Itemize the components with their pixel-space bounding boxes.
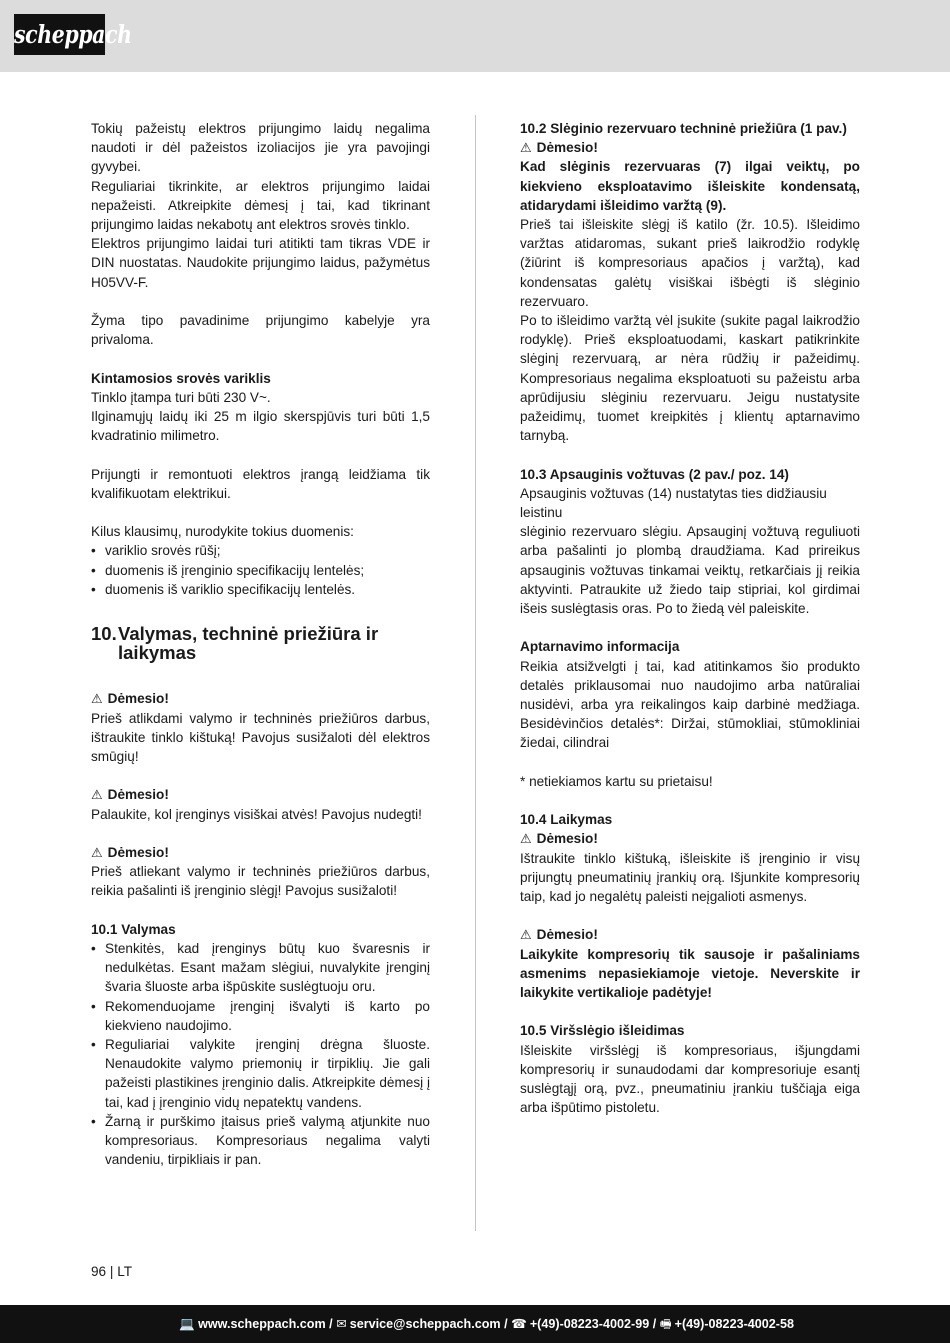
paragraph: Reguliariai tikrinkite, ar elektros prijungimo laidai nepažeisti. Atkreipkite dėmesį į tai, kad tikrinant prijungimo laidas nekabotų ant elektros srovės tinklo. [91, 178, 430, 233]
paragraph: Ilginamųjų laidų iki 25 m ilgio skerspjūvis turi būti 1,5 kvadratinio milimetro. [91, 409, 430, 444]
subheading-valve: 10.3 Apsauginis vožtuvas (2 pav./ poz. 14) [520, 466, 789, 482]
list-item: • variklio srovės rūšį; [91, 541, 430, 560]
list-item: • Rekomenduojame įrenginį išvalyti iš karto po kiekvieno naudojimo. [91, 997, 430, 1035]
paragraph: Prieš tai išleiskite slėgį iš katilo (žr. 10.5). Išleidimo varžtas atidaromas, sukant prieš laikrodžio rodyklę (žiūrint iš kompresoriaus apačios į varžtą), kad kondensatas galėtų visiškai išbėgti iš slėginio rezervuaro. [520, 217, 860, 309]
warning-icon: ⚠ [520, 927, 532, 943]
paragraph: Tokių pažeistų elektros prijungimo laidų negalima naudoti ir dėl pažeistos izoliacijos jie yra pavojingi gyvybei. [91, 121, 430, 175]
paragraph: Išleiskite viršslėgį iš kompresoriaus, išjungdami kompresorių ir sunaudodami dar kompresoriuje esantį suslėgtąjį orą, pvz., pneumatiniu įrankiu tuščiąja eiga arba išpūtimo pistoletu. [520, 1042, 860, 1116]
paragraph: Apsauginis vožtuvas (14) nustatytas ties didžiausiu leistinu [520, 485, 827, 521]
subheading-tank: 10.2 Slėginio rezervuaro techninė priežiūra (1 pav.) [520, 121, 847, 136]
warning-icon: ⚠ [91, 691, 103, 707]
footer-email-link[interactable]: service@scheppach.com [349, 1317, 501, 1331]
left-column [91, 119, 430, 1169]
paragraph: Reikia atsižvelgti į tai, kad atitinkamos šio produkto detalės priklausomai nuo naudojimo arba natūraliai nusidėvi, arba yra reikalingos kaip darbinė medžiaga. Besidėvinčios detalės*: Diržai, stūmokliai, stūmokliniai žiedai, cilindrai [520, 658, 860, 751]
list-item: • Žarną ir purškimo įtaisus prieš valymą atjunkite nuo kompresoriaus. Kompresoriaus negalima valyti vandeniu, tirpikliais ir pan. [91, 1112, 430, 1170]
list-item: • duomenis iš įrenginio specifikacijų lentelės; [91, 561, 430, 580]
warning-heading: ⚠ Dėmesio! [91, 691, 169, 707]
paragraph: Elektros prijungimo laidai turi atitikti tam tikras VDE ir DIN nuostatas. Naudokite prijungimo laidus, pažymėtus H05VV-F. [91, 236, 430, 290]
paragraph: Prieš atliekant valymo ir techninės priežiūros darbus, reikia pašalinti iš įrenginio slėgį! Pavojus susižaloti! [91, 864, 430, 899]
footer-website-link[interactable]: www.scheppach.com [198, 1317, 326, 1331]
column-divider [475, 115, 476, 1231]
subheading-service: Aptarnavimo informacija [520, 639, 680, 655]
warning-heading: ⚠ Dėmesio! [91, 844, 169, 860]
paragraph-bold: Laikykite kompresorių tik sausoje ir pašaliniams asmenims nepasiekiamoje vietoje. Neverskite ir laikykite vertikalioje padėtyje! [520, 946, 860, 1001]
paragraph: Prieš atlikdami valymo ir techninės priežiūros darbus, ištraukite tinklo kištuką! Pavojus susižaloti dėl elektros smūgių! [91, 710, 430, 764]
bullet-list-data [91, 541, 430, 599]
footer-bar [0, 1305, 950, 1343]
subheading-cleaning: 10.1 Valymas [91, 921, 176, 937]
computer-icon: 💻 [179, 1317, 196, 1331]
scheppach-logo: scheppach [14, 14, 105, 55]
subheading-motor: Kintamosios srovės variklis [91, 370, 271, 386]
warning-heading: ⚠ Dėmesio! [91, 787, 169, 803]
warning-icon: ⚠ [520, 140, 532, 156]
subheading-pressure-release: 10.5 Viršslėgio išleidimas [520, 1023, 685, 1039]
list-item: • Reguliariai valykite įrenginį drėgna šluoste. Nenaudokite valymo priemonių ir tirpiklių. Jie gali pažeisti plastikines įrenginio dalis. Atkreipkite dėmesį į tai, kad į įrenginio vidų nepatektų vandens. [91, 1035, 430, 1112]
section-heading-10 [91, 624, 430, 662]
paragraph: Prijungti ir remontuoti elektros įrangą leidžiama tik kvalifikuotam elektrikui. [91, 466, 430, 501]
header-bar [0, 0, 950, 72]
phone-icon: ☎ [511, 1317, 527, 1331]
mail-icon: ✉ [336, 1317, 347, 1331]
page-number: 96 | LT [91, 1264, 133, 1279]
footer-phone: +(49)-08223-4002-99 [529, 1317, 650, 1331]
paragraph-bold: Kad slėginis rezervuaras (7) ilgai veiktų, po kiekvieno eksploatavimo išleiskite kondensatą, atidarydami išleidimo varžtą (9). [520, 159, 860, 213]
list-item: • Stenkitės, kad įrenginys būtų kuo švaresnis ir nedulkėtas. Esant mažam slėgiui, nuvalykite įrenginį švaria šluoste arba išpūskite suslėgtuoju oru. [91, 939, 430, 997]
paragraph: slėginio rezervuaro slėgiu. Apsauginį vožtuvą reguliuoti arba pašalinti jo plombą draudžiama. Kad prireikus apsauginis vožtuvas tinkamai veiktų, retkarčiais jį reikia aktyvinti. Patraukite už žiedo taip stipriai, kol girdimai išeis suslėgtasis oras. Po to žiedą vėl paleiskite. [520, 524, 860, 617]
paragraph: Tinklo įtampa turi būti 230 V~. [91, 389, 271, 405]
paragraph: Kilus klausimų, nurodykite tokius duomenis: [91, 524, 354, 540]
paragraph: Po to išleidimo varžtą vėl įsukite (sukite pagal laikrodžio rodyklę). Prieš eksploatuodami, kaskart patikrinkite slėginį rezervuarą, ar nėra rūdžių ir pažeidimų. Kompresoriaus negalima eksploatuoti su pažeistu arba aprūdijusiu slėginiu rezervuaru. Jeigu nustatysite pažeidimų, tuomet kreipkitės į klientų aptarnavimo tarnybą. [520, 313, 860, 444]
right-column [520, 119, 860, 1117]
footer-fax: +(49)-08223-4002-58 [674, 1317, 794, 1331]
warning-heading: ⚠ Dėmesio! [520, 927, 598, 943]
warning-icon: ⚠ [91, 844, 103, 860]
paragraph: Palaukite, kol įrenginys visiškai atvės! Pavojus nudegti! [91, 806, 422, 822]
section-number: 10. [91, 623, 117, 645]
warning-icon: ⚠ [91, 787, 103, 803]
footer-contact: 💻 www.scheppach.com / ✉ service@scheppach.com / ☎ +(49)-08223-4002-99 / 🖷 +(49)-08223-4002-58 [179, 1317, 794, 1331]
fax-icon: 🖷 [659, 1317, 672, 1331]
bullet-list-cleaning [91, 939, 430, 1169]
section-title: Valymas, techninė priežiūra ir laikymas [118, 623, 379, 664]
warning-heading: ⚠ Dėmesio! [520, 831, 598, 847]
warning-icon: ⚠ [520, 831, 532, 847]
warning-heading: ⚠ Dėmesio! [520, 140, 598, 156]
footnote: * netiekiamos kartu su prietaisu! [520, 773, 713, 789]
paragraph: Žyma tipo pavadinime prijungimo kabelyje yra privaloma. [91, 313, 430, 348]
subheading-storage: 10.4 Laikymas [520, 812, 613, 828]
paragraph: Ištraukite tinklo kištuką, išleiskite iš įrenginio ir visų prijungtų pneumatinių įrankių orą. Išjunkite kompresorių taip, kad jo negalėtų paleisti neįgalioti asmenys. [520, 850, 860, 905]
list-item: • duomenis iš variklio specifikacijų lentelės. [91, 580, 430, 599]
